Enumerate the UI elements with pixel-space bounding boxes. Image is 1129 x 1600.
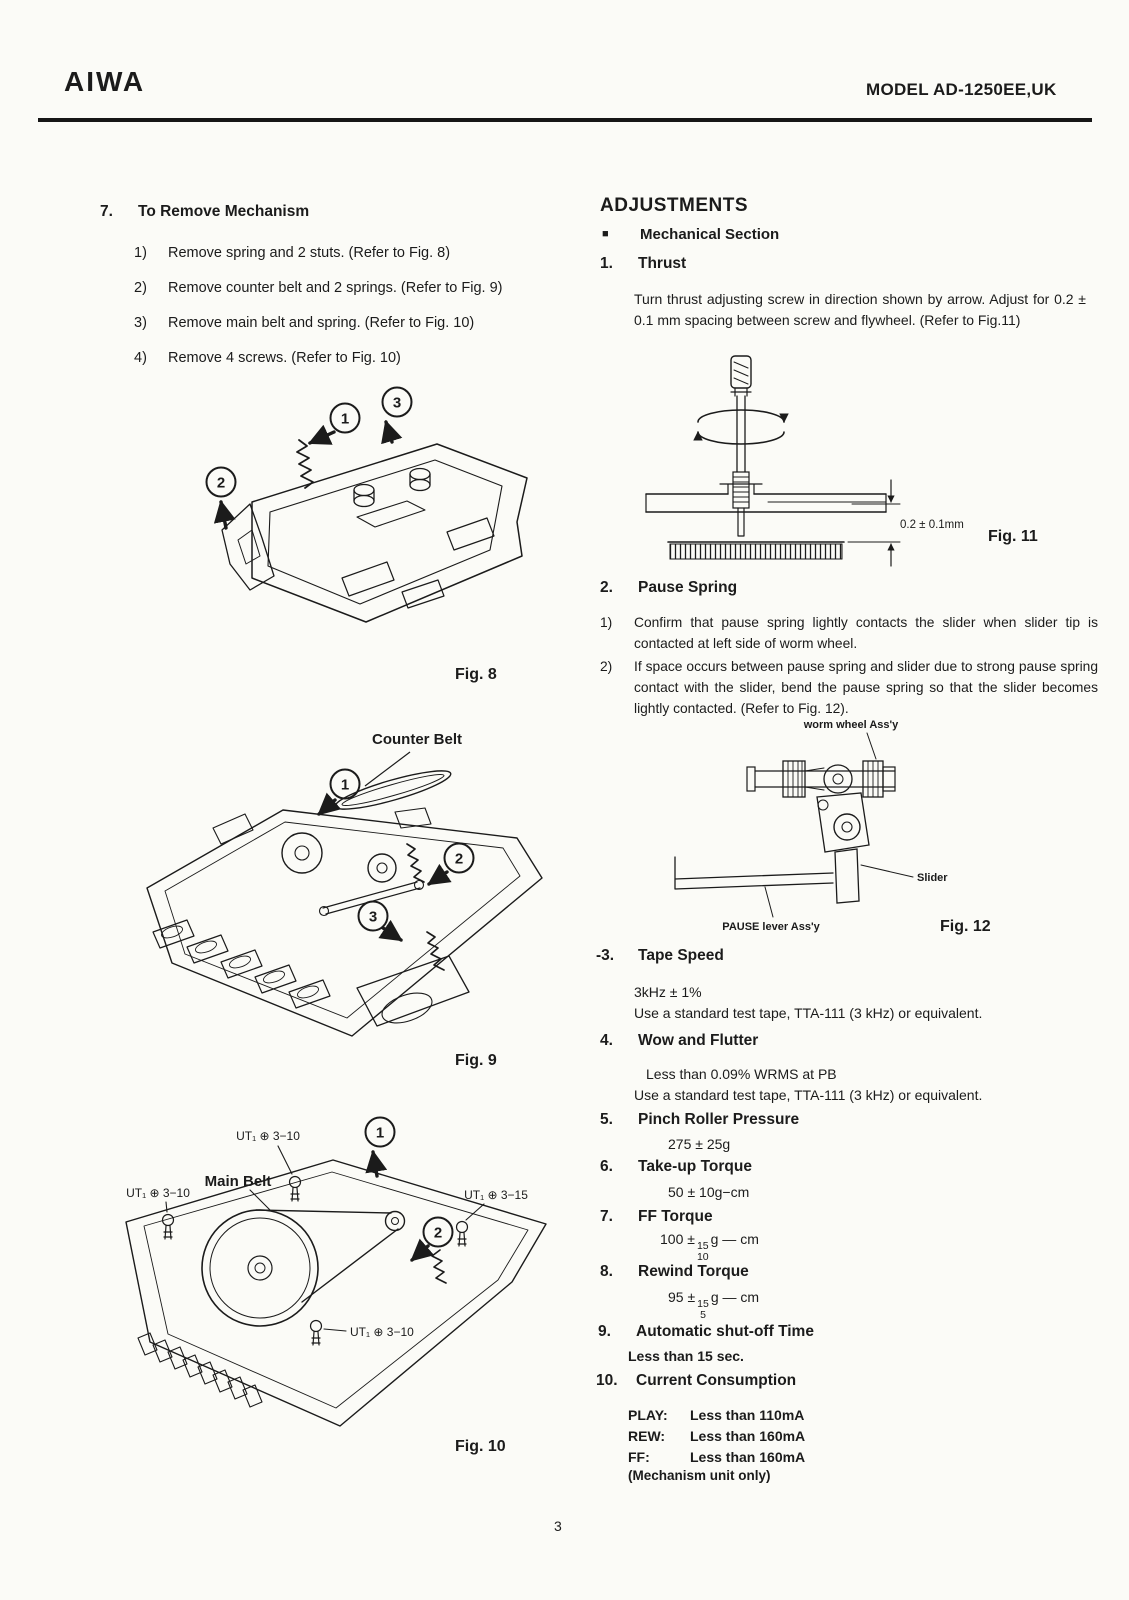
rewind-tol-bottom: 5 [700,1309,706,1322]
fig9-callout-1 [331,770,360,799]
current-note: (Mechanism unit only) [628,1468,771,1483]
fig8-callout-1 [331,404,360,433]
rewind-tolerance-stack [697,1299,709,1321]
pause-steps [600,613,1098,722]
fig10-main-belt [256,1210,398,1302]
fig9-mechanism [147,764,542,1036]
fig10-callout-2 [424,1218,453,1247]
fig9-spring-1 [407,844,424,882]
ff-torque-value [660,1231,759,1263]
fig12-pause-lever-label: PAUSE lever Ass'y [722,921,820,933]
fig12-slider-bar [835,849,859,903]
step-number: 2) [600,659,613,675]
fig10-drawing [88,1100,578,1438]
rewind-title: Rewind Torque [638,1263,749,1280]
ff-title: FF Torque [638,1208,713,1225]
fig10-belt-label: Main Belt [204,1173,272,1190]
fig11-screwdriver [731,356,751,536]
mechanical-section-title: Mechanical Section [640,226,780,243]
tape-speed-note: Use a standard test tape, TTA-111 (3 kHz) or equivalent. [634,1005,983,1021]
fig11-plate-section [646,484,886,512]
tape-speed-number: -3. [596,947,615,964]
pause-title: Pause Spring [638,579,738,596]
thrust-title: Thrust [638,255,687,272]
removal-step [134,348,574,369]
current-value: Less than 110mA [690,1407,805,1423]
fig10-screw-label-right: UT₁ ⊕ 3−15 [464,1188,528,1202]
figure-9 [95,716,570,1048]
fig9-belt-label: Counter Belt [372,731,462,748]
fig9-caption: Fig. 9 [455,1052,497,1069]
ff-main: 100 ± [660,1231,695,1247]
tape-speed-title: Tape Speed [638,947,724,964]
removal-step [134,243,574,264]
rewind-main: 95 ± [668,1289,696,1305]
fig8-spring [297,440,313,488]
figure-8 [100,380,575,665]
fig9-key-slots [153,920,330,1008]
fig11-rotation-arrows [698,410,784,444]
fig10-caption: Fig. 10 [455,1438,506,1455]
svg-text:2: 2 [433,1224,443,1242]
fig9-callout-2 [445,844,474,873]
fig11-assembly [646,356,900,566]
mechanical-section-heading [602,226,779,243]
adjustments-title: ADJUSTMENTS [600,195,749,216]
fig12-pause-lever [675,857,833,889]
pinch-title: Pinch Roller Pressure [638,1111,800,1128]
fig10-screw-label-left: UT₁ ⊕ 3−10 [126,1186,190,1200]
takeup-title: Take-up Torque [638,1158,752,1175]
step-text: Remove 4 screws. (Refer to Fig. 10) [168,350,401,367]
step-number: 3) [134,315,147,332]
fig8-arrows [221,422,392,528]
pause-spring-heading [600,578,737,598]
step-number: 1) [134,245,147,261]
fig11-flywheel [668,542,844,559]
ff-torque-heading [600,1207,713,1227]
step-text: Remove counter belt and 2 springs. (Refer to Fig. 9) [168,280,503,297]
current-consumption-table [628,1405,805,1468]
wow-note: Use a standard test tape, TTA-111 (3 kHz) or equivalent. [634,1087,983,1103]
rewind-torque-heading [600,1262,749,1282]
tape-speed-spec: 3kHz ± 1% [634,984,702,1000]
fig12-caption: Fig. 12 [940,918,991,935]
fig11-caption: Fig. 11 [988,528,1038,545]
svg-text:1: 1 [375,1124,385,1142]
svg-text:2: 2 [454,850,464,868]
fig12-assembly [675,733,913,917]
current-consumption-heading [596,1371,796,1391]
fig10-callouts [366,1118,453,1247]
shutoff-title: Automatic shut-off Time [636,1323,814,1340]
step-text: Remove spring and 2 stuts. (Refer to Fig. 8) [168,245,451,261]
removal-step [134,313,574,334]
fig10-flywheel [202,1210,318,1326]
fig9-drawing [95,716,570,1048]
fig8-mechanism [221,422,527,622]
ff-tol-top: 15 [696,1240,709,1252]
fig9-callout-3 [359,902,388,931]
takeup-torque-value: 50 ± 10g−cm [668,1184,750,1200]
step-number: 1) [600,615,613,630]
section-7-title: To Remove Mechanism [138,203,310,220]
current-number: 10. [596,1372,618,1389]
fig8-callout-3 [383,388,412,417]
fig10-labels [126,1129,528,1339]
fig8-callout-2 [207,468,236,497]
current-title: Current Consumption [636,1372,797,1389]
step-text: Confirm that pause spring lightly contacts the slider when slider tip is contacted at left side of worm wheel. [634,615,1098,651]
thrust-heading [600,254,686,274]
svg-text:3: 3 [368,908,378,926]
pause-step [600,613,1098,654]
fig10-screws [163,1177,468,1346]
shutoff-heading [598,1322,814,1342]
takeup-torque-heading [600,1157,752,1177]
takeup-number: 6. [600,1158,613,1175]
section-7-heading [100,202,570,222]
wow-number: 4. [600,1032,613,1049]
current-value: Less than 160mA [690,1449,806,1465]
wow-spec: Less than 0.09% WRMS at PB [646,1066,837,1082]
removal-step [134,278,574,299]
fig10-callout-1 [366,1118,395,1147]
current-value: Less than 160mA [690,1428,806,1444]
fig10-screw-label-top: UT₁ ⊕ 3−10 [236,1129,300,1143]
fig9-arrows [319,800,447,940]
current-mode: REW: [628,1428,666,1444]
pause-number: 2. [600,579,613,596]
wow-title: Wow and Flutter [638,1032,759,1049]
fig11-gap-dimension-label: 0.2 ± 0.1mm [900,519,964,531]
step-number: 2) [134,280,147,297]
ff-number: 7. [600,1208,613,1225]
fig10-screw-label-bottom: UT₁ ⊕ 3−10 [350,1325,414,1339]
fig10-arrows [373,1152,428,1260]
fig8-caption: Fig. 8 [455,666,497,683]
figure-12 [655,715,1105,937]
current-row-ff [628,1447,805,1468]
current-row-rew [628,1426,805,1447]
fig8-studs [354,469,430,507]
fig12-slider-label: Slider [917,872,948,884]
removal-steps [134,243,574,383]
pinch-roller-value: 275 ± 25g [668,1136,731,1152]
rewind-torque-value [668,1289,759,1321]
current-row-play [628,1405,805,1426]
fig10-spring [432,1250,446,1283]
pause-step [600,657,1098,719]
fig12-worm-wheel [747,761,895,797]
thrust-body: Turn thrust adjusting screw in direction shown by arrow. Adjust for 0.2 ± 0.1 mm spacing between screw and flywheel. (Refer to Fig.11) [634,291,1086,328]
fig9-spring-2 [427,932,444,970]
svg-text:3: 3 [392,394,402,412]
shutoff-value: Less than 15 sec. [628,1348,744,1364]
svg-text:2: 2 [216,474,226,492]
svg-text:1: 1 [340,776,350,794]
fig8-drawing [100,380,575,665]
fig11-dimension [848,480,900,566]
fig10-comb-teeth [138,1333,262,1407]
thrust-number: 1. [600,255,613,272]
svg-text:1: 1 [340,410,350,428]
section-square-marker: ■ [602,228,609,240]
rewind-number: 8. [600,1263,613,1280]
wow-flutter-heading [600,1031,758,1051]
rewind-tol-top: 15 [697,1298,709,1310]
fig12-bracket [817,793,869,852]
page-number: 3 [554,1518,562,1534]
step-text: Remove main belt and spring. (Refer to Fig. 10) [168,315,475,332]
header-rule [38,118,1092,122]
ff-unit: g — cm [710,1231,759,1247]
tape-speed-heading [596,946,724,966]
step-number: 4) [134,350,147,367]
current-mode: FF: [628,1449,650,1465]
model-number: MODEL AD-1250EE,UK [866,80,1057,99]
rewind-unit: g — cm [710,1289,760,1305]
section-7-number: 7. [100,203,113,220]
step-text: If space occurs between pause spring and slider due to strong pause spring contact with the slider, bend the pause spring so that the slider becomes lightly contacted. (Refer to Fig. 12). [634,659,1098,716]
pinch-number: 5. [600,1111,613,1128]
ff-tol-bottom: 10 [696,1251,709,1264]
shutoff-number: 9. [598,1323,611,1340]
pinch-roller-heading [600,1110,799,1130]
brand-logo: AIWA [64,66,146,97]
ff-tolerance-stack [697,1241,709,1263]
figure-10 [88,1100,578,1438]
fig12-drawing [655,715,1105,937]
fig12-worm-wheel-label: worm wheel Ass'y [803,719,899,731]
current-mode: PLAY: [628,1407,668,1423]
